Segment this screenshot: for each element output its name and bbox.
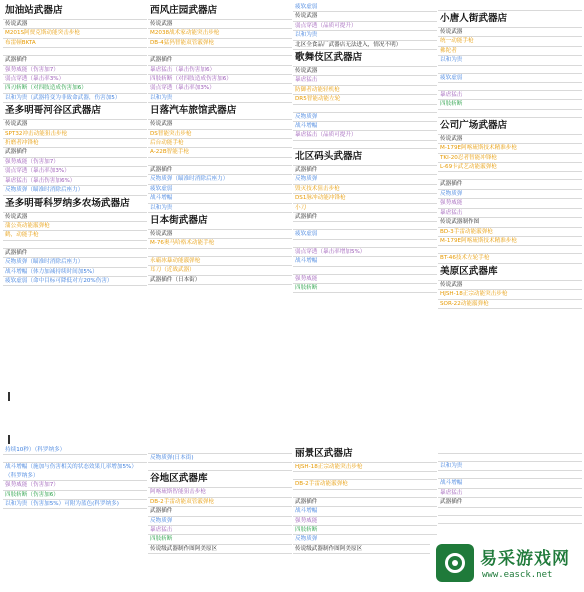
legendary-weapon-item: DB-2手雷动能双管霰弹枪 [148, 498, 292, 507]
weapon-mod-item: 弱点穿透（暴击率3%） [3, 75, 147, 84]
section-header: 传说武器 [293, 12, 437, 21]
weapon-mod-item: 强势威能 [438, 199, 582, 208]
blank-row [438, 110, 582, 118]
blank-row [438, 454, 582, 462]
weapon-mod-item: 战斗增幅（施加与伤害相关的状态效果几率增加5%）（科罗纳多） [3, 463, 147, 481]
weapon-mod-item: 以和为贵 [438, 462, 582, 471]
text-cursor-marker [8, 435, 10, 444]
weapon-mod-item: 暴虐猛击 [438, 489, 582, 498]
weapon-mod-item: 反物质弹 [293, 113, 437, 122]
legendary-weapon-item: SOR-22动能霰弹枪 [438, 300, 582, 309]
store-title: 日落汽车旅馆武器店 [148, 103, 292, 120]
section-header: 传说武器 [148, 20, 292, 29]
blank-row [438, 3, 582, 11]
legendary-weapon-item: 蒲公英动能霰弹枪 [3, 222, 147, 231]
blank-row [293, 472, 437, 480]
weapon-mod-item: 战斗增幅（体力加减持续时间加5%） [3, 268, 147, 277]
section-header: 传说武器 [438, 135, 582, 144]
weapon-mod-item: 疲软虚弱 [438, 74, 582, 83]
legendary-weapon-item: DR5智能动能左轮 [293, 95, 437, 104]
section-header: 传说武器 [148, 120, 292, 129]
section-header: 武器插件 [438, 498, 582, 507]
weapon-mod-item: 四肢斩断（对四肢造成伤害加6） [148, 75, 292, 84]
weapon-mod-item: 以和为贵（伤害加5%）可附为蓝色(科罗纳多) [3, 500, 147, 509]
blank-row [293, 240, 437, 248]
section-header: 武器插件 [3, 148, 147, 157]
weapon-mod-item: 四刃斩断（对四肢造成伤害加6） [3, 84, 147, 93]
weapon-mod-item: 疲软虚弱 [293, 3, 437, 12]
weapon-mod-item: 反物质弹 [293, 535, 437, 544]
weapon-mod-item: 四肢斩断 [148, 535, 292, 544]
legendary-weapon-item: HJSH-18正宗动能突击步枪 [293, 463, 437, 472]
store-title: 圣多明哥科罗纳多农场武器店 [3, 196, 147, 213]
weapon-mod-item: 疲软虚弱（命中目标可降低对方20%伤害） [3, 277, 147, 286]
weapon-mod-item: 阿喀琉斯智能狙击步枪 [148, 488, 292, 497]
weapon-mod-item: 弱点穿透（暴击率增加5%） [293, 248, 437, 257]
section-header: 武器插件 [293, 166, 437, 175]
weapon-mod-item: 强势威能 [293, 275, 437, 284]
legendary-weapon-item: M2038战术家动能突击步枪 [148, 29, 292, 38]
legendary-weapon-item: M201S阿贾克斯动能突击步枪 [3, 29, 147, 38]
blank-row [148, 463, 292, 471]
note-text: 北区全食品厂武器店无法进入，情况不明） [293, 41, 437, 50]
blank-row [148, 249, 292, 257]
blank-row [293, 267, 437, 275]
section-header: 传说武器 [293, 67, 437, 76]
store-title: 西风庄园武器店 [148, 3, 292, 20]
weapon-mod-item: 战斗增幅 [293, 122, 437, 131]
legendary-weapon-item: 佛陀者 [438, 47, 582, 56]
store-title: 美原区武器库 [438, 264, 582, 281]
weapon-mod-item: 暴虐猛击 [438, 91, 582, 100]
column-4 [438, 3, 582, 309]
legendary-weapon-item: TKI-20忍者智能冲锋枪 [438, 154, 582, 163]
weapon-mod-item: 以和为贵 [293, 31, 437, 40]
blank-row [3, 48, 147, 56]
legendary-weapon-item: DS1脉冲动能冲锋枪 [293, 194, 437, 203]
section-header: 武器插件 [293, 498, 437, 507]
blank-row [438, 66, 582, 74]
lower-store-table [3, 446, 582, 554]
store-title: 歌舞伎区武器店 [293, 50, 437, 67]
weapon-mod-item: 强势威能（伤害加7） [3, 481, 147, 490]
section-header: 武器插件 [148, 507, 292, 516]
weapon-mod-item: 暴虐猛击 [293, 76, 437, 85]
legendary-weapon-item: DS智能突击步枪 [148, 130, 292, 139]
weapon-mod-item: 以和为贵（武器将变为非致命武器，伤害加5） [3, 94, 147, 103]
section-header: 传说武器制作图 [438, 218, 582, 227]
column-4 [438, 446, 582, 554]
weapon-mod-item: 暴虐猛击（品质可提升） [293, 131, 437, 140]
legendary-weapon-item: 后台动能手枪 [148, 139, 292, 148]
blank-row [438, 471, 582, 479]
weapon-mod-item: 以和为贵 [148, 94, 292, 103]
section-header: 传说武器 [3, 120, 147, 129]
weapon-mod-item: 强势威能 [293, 517, 437, 526]
legendary-weapon-item: 毁灭技术狙击步枪 [293, 185, 437, 194]
legendary-weapon-item: 防御者动能轻机枪 [293, 86, 437, 95]
legendary-weapon-item: BD-3手雷动能霰弹枪 [438, 228, 582, 237]
section-header: 武器插件 [438, 180, 582, 189]
section-header: 传说武器 [3, 20, 147, 29]
legendary-weapon-item: BT-46技术左轮手枪 [438, 254, 582, 263]
blank-row [3, 455, 147, 463]
weapon-mod-item: 战斗增幅 [293, 507, 437, 516]
blank-row [438, 516, 582, 524]
column-1 [3, 446, 147, 554]
weapon-mod-item: 四肢斩断 [293, 284, 437, 293]
section-header: 武器插件（日本街） [148, 276, 292, 285]
section-header: 传说武器 [148, 230, 292, 239]
store-title: 日本街武器店 [148, 213, 292, 230]
column-3 [293, 446, 437, 554]
weapon-mod-item: 四肢斩断 [438, 100, 582, 109]
blank-row [438, 508, 582, 516]
watermark-title: 易采游戏网 [480, 549, 570, 569]
weapon-mod-item: 反物质弹 [148, 517, 292, 526]
weapon-mod-item: 强势威能（伤害加7） [3, 158, 147, 167]
legendary-weapon-item: 折磨者冲锋枪 [3, 139, 147, 148]
legendary-weapon-item: 鹤，动能手枪 [3, 231, 147, 240]
weapon-mod-item: 弱点穿透（暴击率加3%） [3, 167, 147, 176]
section-header: 武器插件 [293, 213, 437, 222]
legendary-weapon-item: SPT32冲击动能狙击步枪 [3, 130, 147, 139]
blank-row [148, 446, 292, 454]
blank-row [293, 222, 437, 230]
store-title: 北区码头武器店 [293, 149, 437, 166]
weapon-mod-item: 弱点穿透（品质可提升） [293, 22, 437, 31]
site-watermark [430, 540, 580, 592]
blank-row [148, 158, 292, 166]
store-title: 加油站武器店 [3, 3, 147, 20]
legendary-weapon-item: HJSH-18正宗动能突击步枪 [438, 290, 582, 299]
weapon-mod-item: 持续10秒）（科罗纳多） [3, 446, 147, 455]
weapon-mod-item: 暴虐猛击 [438, 209, 582, 218]
upper-store-table [3, 3, 582, 309]
section-header: 武器插件 [148, 166, 292, 175]
legendary-weapon-item: 统一动能手枪 [438, 37, 582, 46]
blank-row [3, 241, 147, 249]
weapon-mod-item: 疲软虚弱 [148, 185, 292, 194]
weapon-mod-item: 反物质弹(日本街) [148, 454, 292, 463]
weapon-mod-item: 反物质弹（瞄准时消除后座力） [3, 258, 147, 267]
legendary-weapon-item: 布雷顿BKTA [3, 39, 147, 48]
blank-row [293, 490, 437, 498]
weapon-mod-item: 暴虐猛击（暴击伤害加6） [148, 66, 292, 75]
weapon-mod-item: 反物质弹 [293, 175, 437, 184]
weapon-mod-item: 反物质弹（瞄准时消除后座力） [148, 175, 292, 184]
blank-row [438, 246, 582, 254]
legendary-weapon-item: 永霸冰暴动能霰弹枪 [148, 257, 292, 266]
blank-row [293, 105, 437, 113]
store-title: 小唐人街武器店 [438, 11, 582, 28]
section-header: 武器插件 [148, 56, 292, 65]
blank-row [438, 83, 582, 91]
column-3 [293, 3, 437, 309]
text-cursor-marker [8, 392, 10, 401]
weapon-mod-item: 反物质弹（瞄准时消除后座力） [3, 186, 147, 195]
section-header: 武器插件 [3, 56, 147, 65]
watermark-url: www.easck.net [482, 570, 553, 580]
weapon-mod-item: 战斗增幅 [148, 194, 292, 203]
weapon-mod-item: 四肢斩断（伤害加6） [3, 491, 147, 500]
legendary-weapon-item: 耳刀（近战武器） [148, 266, 292, 275]
store-title: 丽景区武器店 [293, 446, 437, 463]
store-title: 公司广场武器店 [438, 118, 582, 135]
column-2 [148, 446, 292, 554]
blank-row [293, 141, 437, 149]
store-title: 谷地区武器库 [148, 471, 292, 488]
legendary-weapon-item: M-179E阿喀琉斯技术精准步枪 [438, 144, 582, 153]
legendary-weapon-item: DB-2手雷动能霰弹枪 [293, 480, 437, 489]
legendary-weapon-item: 小刀 [293, 204, 437, 213]
weapon-mod-item: 反物质弹 [438, 190, 582, 199]
easck-logo-icon [436, 544, 474, 582]
weapon-mod-item: 战斗增幅 [438, 479, 582, 488]
legendary-weapon-item: DB-4猛犸智能双管霰弹枪 [148, 39, 292, 48]
legendary-weapon-item: A-22B智能手枪 [148, 148, 292, 157]
weapon-mod-item: 暴虐猛击 [148, 526, 292, 535]
section-header: 传说武器 [438, 28, 582, 37]
section-header: 传说武器 [3, 213, 147, 222]
weapon-mod-item: 四肢斩断 [293, 526, 437, 535]
store-title: 圣多明哥河谷区武器店 [3, 103, 147, 120]
column-1 [3, 3, 147, 309]
legendary-weapon-item: L-69卡武艺动能霰弹枪 [438, 163, 582, 172]
weapon-mod-item: 以和为贵 [148, 204, 292, 213]
weapon-mod-item: 弱点穿透（暴击率加3%） [148, 84, 292, 93]
section-header: 传说武器 [438, 281, 582, 290]
weapon-mod-item: 暴虐猛击（暴击伤害加6%） [3, 177, 147, 186]
weapon-mod-item: 战斗增幅 [293, 257, 437, 266]
weapon-mod-item: 疲软虚弱 [293, 230, 437, 239]
blank-row [438, 446, 582, 454]
legendary-weapon-item: M-179E阿喀琉斯技术精准步枪 [438, 237, 582, 246]
section-header: 武器插件 [3, 249, 147, 258]
section-header: 传说级武器制作图阿美原区 [148, 545, 292, 554]
weapon-mod-item: 以和为贵 [438, 56, 582, 65]
section-header: 传说级武器制作图阿美原区 [293, 545, 437, 554]
column-2 [148, 3, 292, 309]
blank-row [148, 48, 292, 56]
blank-row [438, 172, 582, 180]
legendary-weapon-item: M-76奥马哈格术动能手枪 [148, 239, 292, 248]
weapon-mod-item: 强势威能（伤害加7） [3, 66, 147, 75]
